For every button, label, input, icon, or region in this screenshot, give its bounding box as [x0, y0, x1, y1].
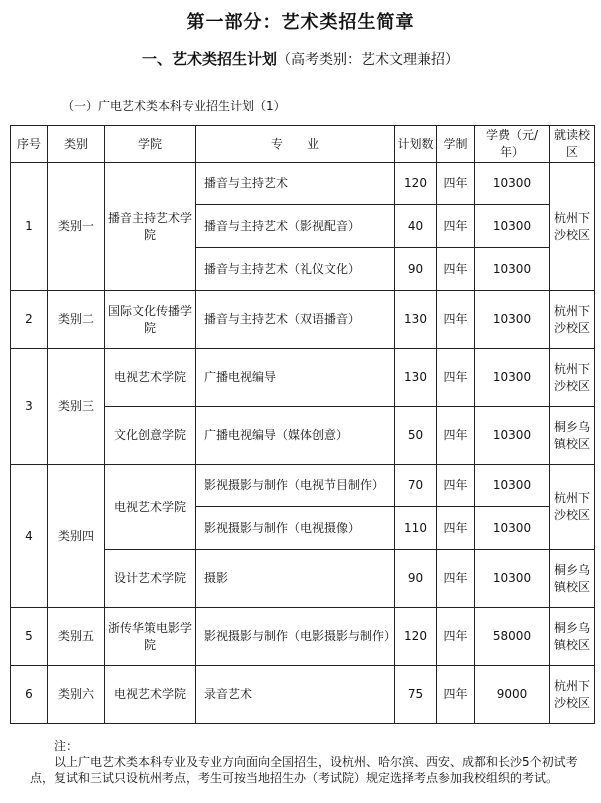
cell-fee: 10300 — [475, 291, 550, 349]
cell-plan: 90 — [395, 550, 437, 608]
cell-plan: 110 — [395, 507, 437, 550]
cell-plan: 50 — [395, 407, 437, 465]
cell-campus: 杭州下沙校区 — [550, 666, 595, 724]
cell-no: 3 — [11, 349, 48, 465]
cell-major: 影视摄影与制作（电影摄影与制作） — [196, 608, 395, 666]
cell-category: 类别六 — [48, 666, 105, 724]
cell-fee: 10300 — [475, 550, 550, 608]
cell-years: 四年 — [437, 349, 475, 407]
table-row — [11, 666, 595, 724]
cell-plan: 70 — [395, 465, 437, 507]
cell-college: 文化创意学院 — [105, 407, 196, 465]
cell-no: 1 — [11, 163, 48, 291]
cell-years: 四年 — [437, 163, 475, 205]
subtitle-text: 一、艺术类招生计划 — [141, 50, 277, 68]
cell-no: 2 — [11, 291, 48, 349]
cell-major: 广播电视编导 — [196, 349, 395, 407]
cell-fee: 10300 — [475, 248, 550, 291]
cell-category: 类别二 — [48, 291, 105, 349]
cell-plan: 120 — [395, 163, 437, 205]
note-text: 以上广电艺术类本科专业及专业方向面向全国招生，设杭州、哈尔滨、西安、成都和长沙5个初试考点，复试和三试只设杭州考点，考生可按当地招生办（考试院）规定选择考点参加我校组织的考试。 — [30, 755, 578, 785]
cell-major: 播音与主持艺术（双语播音） — [196, 291, 395, 349]
cell-campus: 杭州下沙校区 — [550, 349, 595, 407]
table-row — [11, 349, 595, 407]
cell-years: 四年 — [437, 666, 475, 724]
cell-category: 类别三 — [48, 349, 105, 465]
cell-plan: 40 — [395, 205, 437, 248]
header-no: 序号 — [11, 126, 48, 163]
cell-plan: 130 — [395, 291, 437, 349]
cell-category: 类别一 — [48, 163, 105, 291]
header-years: 学制 — [437, 126, 475, 163]
cell-major: 影视摄影与制作（电视节目制作） — [196, 465, 395, 507]
table-caption: （一）广电艺术类本科专业招生计划（1） — [62, 99, 286, 113]
header-college: 学院 — [105, 126, 196, 163]
footnote — [30, 738, 586, 786]
cell-major: 播音与主持艺术（影视配音） — [196, 205, 395, 248]
note-label: 注： — [54, 739, 79, 753]
cell-years: 四年 — [437, 248, 475, 291]
cell-major: 录音艺术 — [196, 666, 395, 724]
cell-fee: 10300 — [475, 407, 550, 465]
table-row — [11, 465, 595, 507]
header-plan: 计划数 — [395, 126, 437, 163]
cell-major: 摄影 — [196, 550, 395, 608]
cell-campus: 杭州下沙校区 — [550, 163, 595, 291]
cell-college: 浙传华策电影学院 — [105, 608, 196, 666]
cell-years: 四年 — [437, 407, 475, 465]
cell-campus: 杭州下沙校区 — [550, 291, 595, 349]
cell-plan: 90 — [395, 248, 437, 291]
table-header — [11, 126, 595, 163]
cell-campus: 桐乡乌镇校区 — [550, 550, 595, 608]
cell-fee: 10300 — [475, 163, 550, 205]
cell-fee: 10300 — [475, 507, 550, 550]
enrollment-plan-table — [10, 125, 595, 724]
cell-college: 电视艺术学院 — [105, 465, 196, 550]
cell-fee: 10300 — [475, 205, 550, 248]
cell-years: 四年 — [437, 291, 475, 349]
header-major: 专 业 — [196, 126, 395, 163]
cell-major: 影视摄影与制作（电视摄像） — [196, 507, 395, 550]
cell-college: 电视艺术学院 — [105, 349, 196, 407]
cell-major: 播音与主持艺术（礼仪文化） — [196, 248, 395, 291]
cell-fee: 10300 — [475, 465, 550, 507]
page-title: 第一部分：艺术类招生简章 — [186, 12, 415, 33]
table-row — [11, 163, 595, 205]
table-row — [11, 608, 595, 666]
cell-no: 6 — [11, 666, 48, 724]
cell-fee: 10300 — [475, 349, 550, 407]
cell-years: 四年 — [437, 465, 475, 507]
cell-no: 5 — [11, 608, 48, 666]
cell-years: 四年 — [437, 608, 475, 666]
cell-plan: 120 — [395, 608, 437, 666]
cell-college: 电视艺术学院 — [105, 666, 196, 724]
cell-campus: 桐乡乌镇校区 — [550, 407, 595, 465]
header-category: 类别 — [48, 126, 105, 163]
header-campus: 就读校区 — [550, 126, 595, 163]
cell-college: 播音主持艺术学院 — [105, 163, 196, 291]
cell-years: 四年 — [437, 507, 475, 550]
table-body — [11, 163, 595, 724]
cell-category: 类别四 — [48, 465, 105, 608]
cell-major: 广播电视编导（媒体创意） — [196, 407, 395, 465]
cell-plan: 75 — [395, 666, 437, 724]
cell-fee: 9000 — [475, 666, 550, 724]
cell-campus: 桐乡乌镇校区 — [550, 608, 595, 666]
cell-category: 类别五 — [48, 608, 105, 666]
table-row — [11, 291, 595, 349]
header-fee: 学费（元/年） — [475, 126, 550, 163]
cell-years: 四年 — [437, 205, 475, 248]
cell-college: 设计艺术学院 — [105, 550, 196, 608]
cell-campus: 杭州下沙校区 — [550, 465, 595, 550]
header-row — [11, 126, 595, 163]
cell-no: 4 — [11, 465, 48, 608]
cell-college: 国际文化传播学院 — [105, 291, 196, 349]
cell-major: 播音与主持艺术 — [196, 163, 395, 205]
cell-fee: 58000 — [475, 608, 550, 666]
cell-plan: 130 — [395, 349, 437, 407]
section-subtitle — [0, 48, 601, 69]
cell-years: 四年 — [437, 550, 475, 608]
subtitle-parenthetical: （高考类别：艺术文理兼招） — [277, 52, 459, 68]
